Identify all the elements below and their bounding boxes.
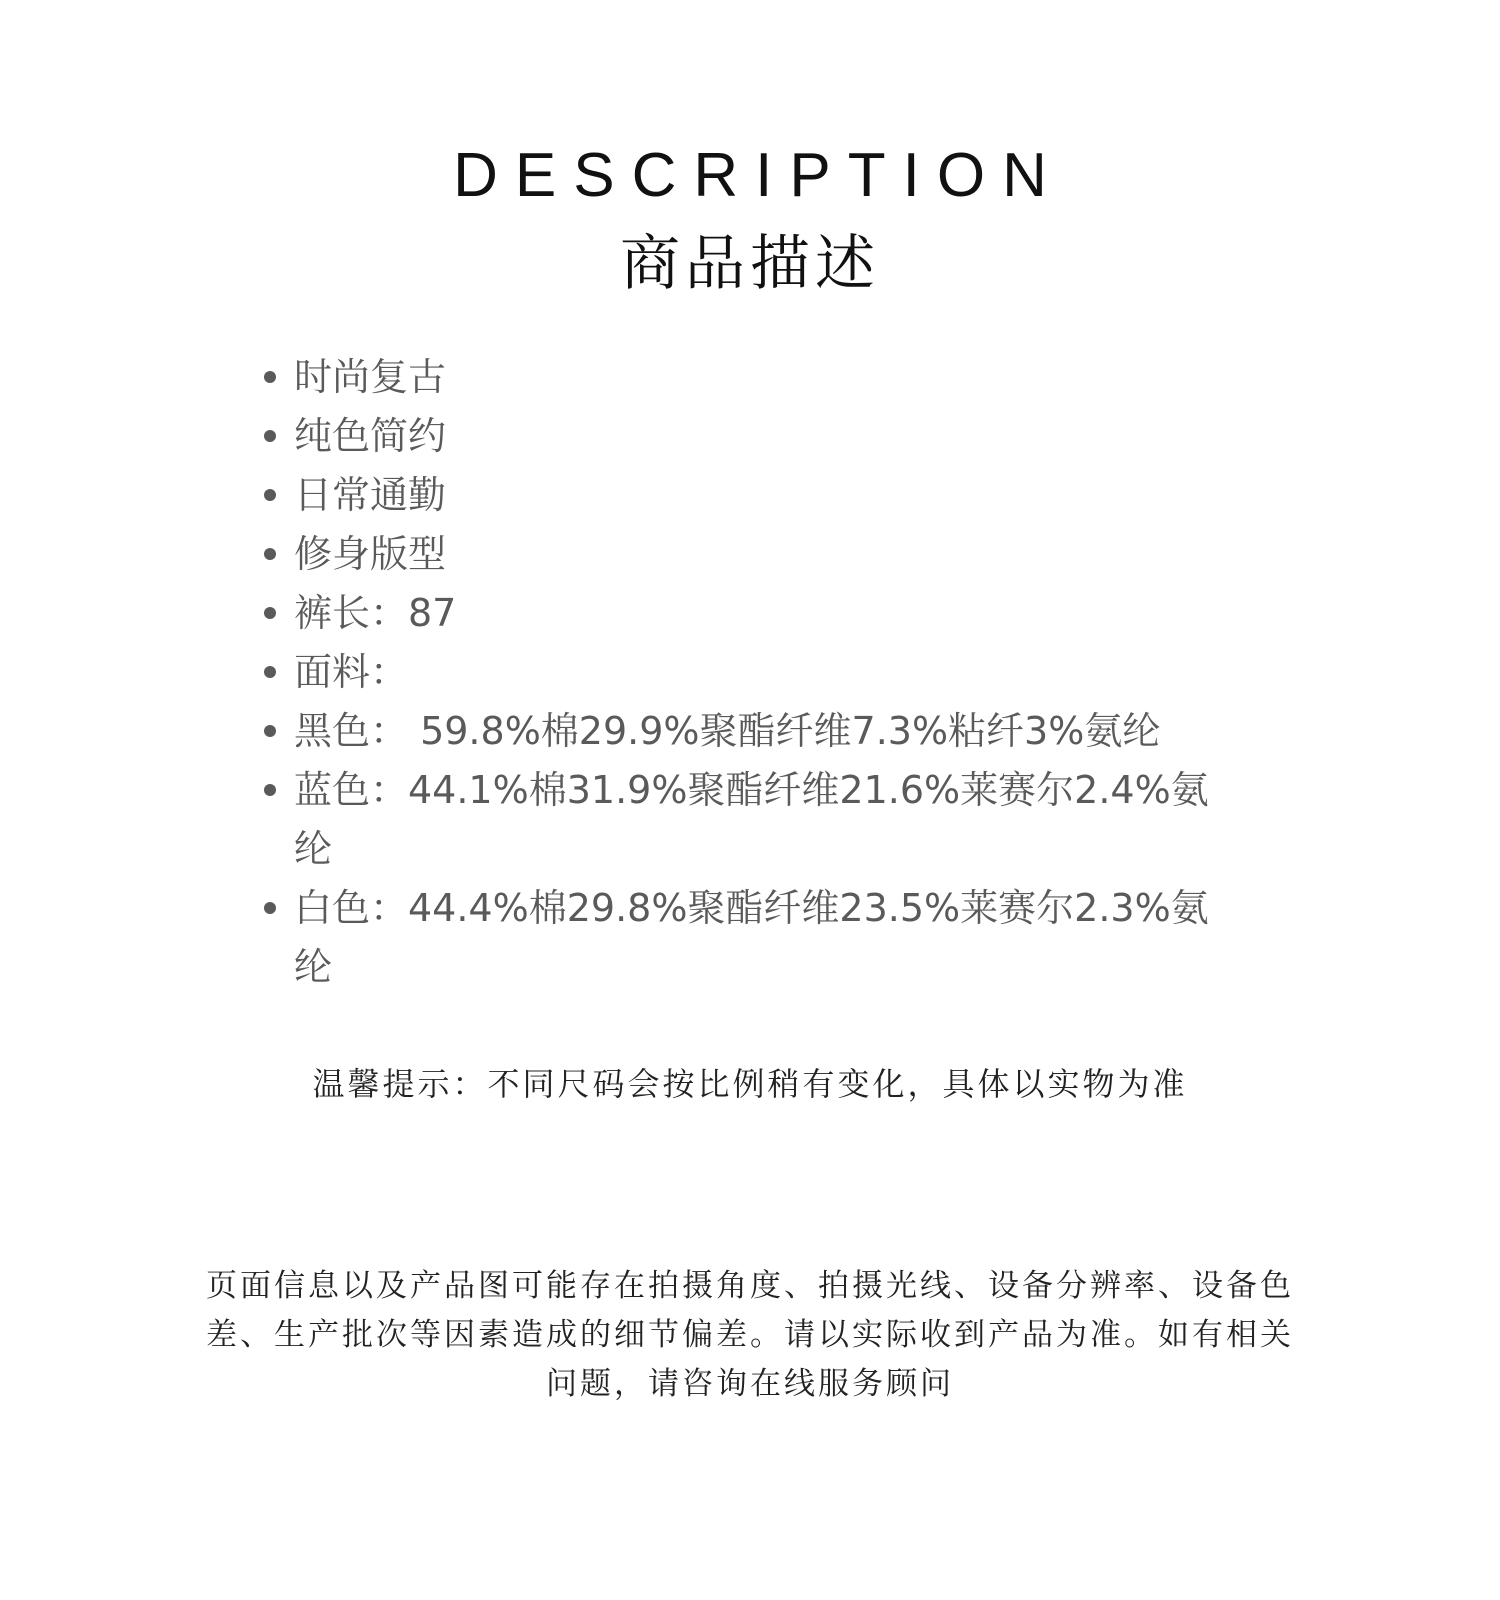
spec-item [264,584,1244,643]
spec-item [264,348,1244,407]
spec-text: 修身版型 [294,532,447,576]
bullet-dot-icon [264,607,276,619]
spec-list [264,348,1244,997]
spec-item [264,643,1244,702]
size-notice: 温馨提示：不同尺码会按比例稍有变化，具体以实物为准 [312,1065,1188,1103]
bullet-dot-icon [264,666,276,678]
spec-item [264,407,1244,466]
bullet-dot-icon [264,902,276,914]
title-english: DESCRIPTION [453,141,1064,210]
disclaimer-text: 页面信息以及产品图可能存在拍摄角度、拍摄光线、设备分辨率、设备色差、生产批次等因素造成的细节偏差。请以实际收到产品为准。如有相关问题，请咨询在线服务顾问 [206,1268,1294,1402]
spec-text: 裤长：87 [294,591,457,635]
spec-text: 蓝色：44.1%棉31.9%聚酯纤维21.6%莱赛尔2.4%氨纶 [294,768,1209,871]
spec-text: 时尚复古 [294,355,447,399]
title-chinese: 商品描述 [620,229,880,299]
spec-text: 面料： [294,650,409,694]
bullet-dot-icon [264,430,276,442]
spec-text: 日常通勤 [294,473,447,517]
spec-item [264,466,1244,525]
bullet-dot-icon [264,725,276,737]
spec-text: 纯色简约 [294,414,447,458]
bullet-dot-icon [264,371,276,383]
bullet-dot-icon [264,489,276,501]
spec-text: 黑色： 59.8%棉29.9%聚酯纤维7.3%粘纤3%氨纶 [294,709,1161,753]
spec-item [264,879,1244,997]
bullet-dot-icon [264,548,276,560]
spec-text: 白色：44.4%棉29.8%聚酯纤维23.5%莱赛尔2.3%氨纶 [294,886,1209,989]
spec-item [264,761,1244,879]
spec-item [264,525,1244,584]
spec-item [264,702,1244,761]
bullet-dot-icon [264,784,276,796]
